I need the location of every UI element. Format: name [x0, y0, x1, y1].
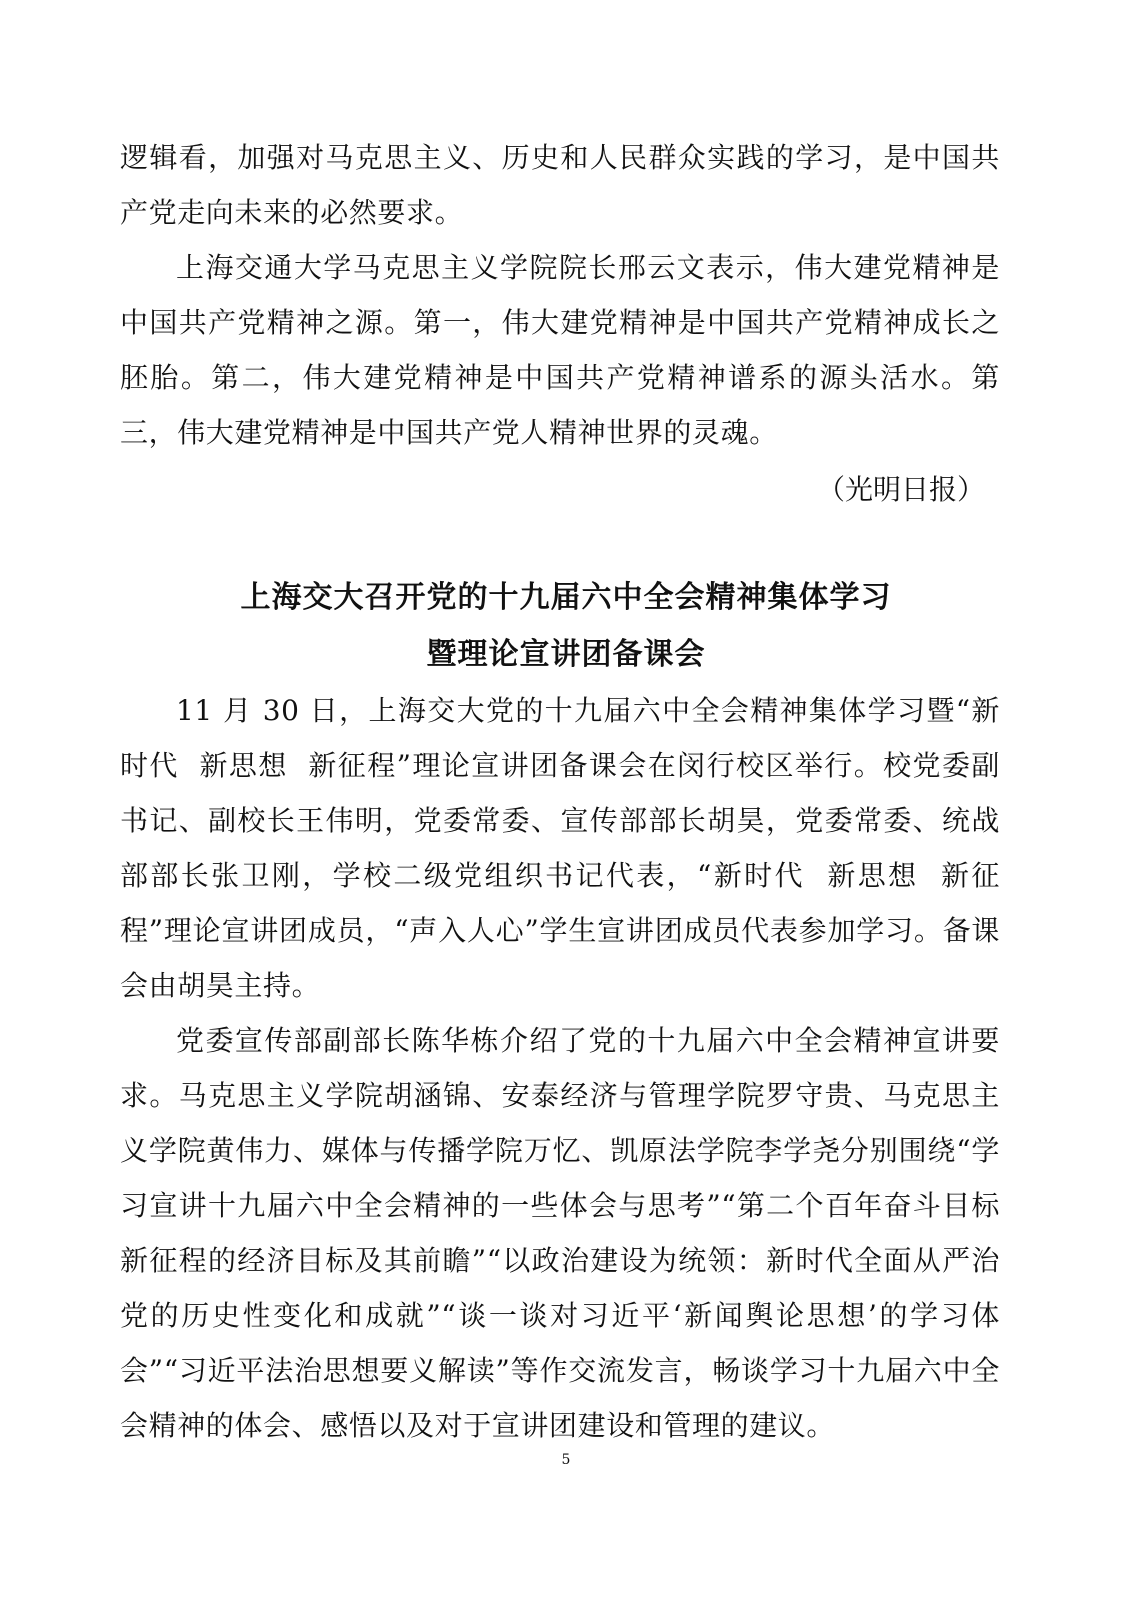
source-attribution: （光明日报） — [816, 473, 985, 506]
paragraph-meeting: 11 月 30 日，上海交大党的十九届六中全会精神集体学习暨“新时代 新思想 新征程”理论宣讲团备课会在闵行校区举行。校党委副书记、副校长王伟明，党委常委、宣传部部长胡昊，党委常委、统战部部长张卫刚，学校二级党组织书记代表，“新时代 新思想 新征程”理论宣讲团成员，“声入人心”学生宣讲团成员代表参加学习。备课会由胡昊主持。 — [120, 694, 1000, 1002]
paragraph-speeches: 党委宣传部副部长陈华栋介绍了党的十九届六中全会精神宣讲要求。马克思主义学院胡涵锦、安泰经济与管理学院罗守贵、马克思主义学院黄伟力、媒体与传播学院万忆、凯原法学院李学尧分别围绕“学习宣讲十九届六中全会精神的一些体会与思考”“第二个百年奋斗目标新征程的经济目标及其前瞻”“以政治建设为统领：新时代全面从严治党的历史性变化和成就”“谈一谈对习近平‘新闻舆论思想’的学习体会”“习近平法治思想要义解读”等作交流发言，畅谈学习十九届六中全会精神的体会、感悟以及对于宣讲团建设和管理的建议。 — [120, 1024, 1000, 1442]
page-number: 5 — [561, 1452, 571, 1468]
text-block-article — [120, 683, 1000, 1453]
text-block-top — [120, 130, 1000, 460]
article-title-line-1: 上海交大召开党的十九届六中全会精神集体学习 — [240, 580, 892, 615]
article-title-line-2: 暨理论宣讲团备课会 — [426, 637, 706, 672]
continuation-paragraph: 逻辑看，加强对马克思主义、历史和人民群众实践的学习，是中国共产党走向未来的必然要求。 — [120, 141, 1000, 229]
paragraph-xing-yunwen: 上海交通大学马克思主义学院院长邢云文表示，伟大建党精神是中国共产党精神之源。第一，伟大建党精神是中国共产党精神成长之胚胎。第二，伟大建党精神是中国共产党精神谱系的源头活水。第三，伟大建党精神是中国共产党人精神世界的灵魂。 — [120, 251, 1000, 449]
